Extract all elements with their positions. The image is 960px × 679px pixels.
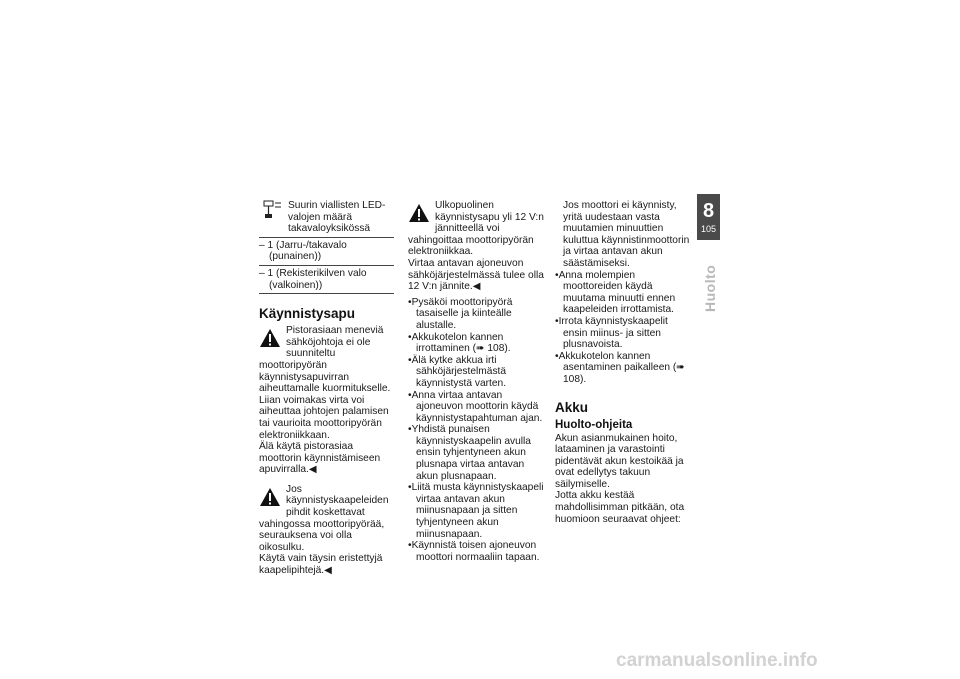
warning-text-2b: Käytä vain täysin eristettyjä kaapelipihtejä.◀ xyxy=(259,553,383,577)
column-2 xyxy=(408,200,546,563)
list-item: • Anna virtaa antavan ajoneuvon moottorin käydä käynnistystapahtuman ajan. xyxy=(408,390,546,425)
list-item: • Liitä musta käynnistyskaapeli virtaa antavan akun miinusnapaan ja sitten tyhjentyneen akun miinusnapaan. xyxy=(408,482,546,540)
list-item: • Yhdistä punaisen käynnistyskaapelin avulla ensin tyhjentyneen akun plusnapa virtaa antavan akun plusnapaan. xyxy=(408,424,546,482)
divider xyxy=(259,265,394,266)
list-item: • Käynnistä toisen ajoneuvon moottori normaaliin tapaan. xyxy=(408,540,546,563)
divider xyxy=(259,293,394,294)
page-number: 105 xyxy=(700,224,717,234)
battery-paragraph-1: Akun asianmukainen hoito, lataaminen ja varastointi pidentävät akun kestoikää ja ovat edellytys takuun säilymiselle. xyxy=(555,432,684,490)
led-row-2: – 1 (Rekisterikilven valo (valkoinen)) xyxy=(259,267,367,291)
warning-text-3b: Virtaa antavan ajoneuvon sähköjärjestelmässä tulee olla 12 V:n jännite.◀ xyxy=(408,257,544,293)
list-item: • Irrota käynnistyskaapelit ensin miinus- ja sitten plusnavoista. xyxy=(555,316,692,351)
warning-triangle-icon xyxy=(408,203,430,223)
led-tool-icon xyxy=(259,200,283,222)
section-heading-battery: Akku xyxy=(555,399,589,415)
finish-steps xyxy=(555,270,692,386)
warning-text-1b: Älä käytä pistorasiaa moottorin käynnistämiseen apuvirralla.◀ xyxy=(259,441,381,476)
list-item: • Pysäköi moottoripyörä tasaiselle ja kiinteälle alustalle. xyxy=(408,297,546,332)
retry-note: Jos moottori ei käynnisty, yritä uudestaan vasta muutamien minuuttien kuluttua käynnistinmoottorin ja virtaa antavan akun säästämiseksi. xyxy=(563,200,690,269)
column-1 xyxy=(259,200,394,577)
jump-start-steps xyxy=(408,297,546,564)
list-item: • Älä kytke akkua irti sähköjärjestelmästä käynnistystä varten. xyxy=(408,355,546,390)
watermark: carmanualsonline.info xyxy=(616,650,818,671)
chapter-number: 8 xyxy=(702,200,715,222)
list-item: • Akkukotelon kannen asentaminen paikalleen (➠ 108). xyxy=(555,351,692,386)
chapter-tab xyxy=(697,194,720,240)
warning-text-1: Pistorasiaan meneviä sähköjohtoja ei ole suunniteltu moottoripyörän käynnistysapuvirran aiheuttamalle kuormitukselle. Liian voimakas virta voi aiheuttaa johtojen palamisen tai vaurioita moottoripyörän elektroniikkaan. xyxy=(259,325,391,441)
list-item: • Anna molempien moottoreiden käydä muutama minuutti ennen kaapeleiden irrottamista. xyxy=(555,270,692,316)
led-note: Suurin viallisten LED-valojen määrä takavaloyksikössä xyxy=(288,200,386,235)
subheading-maintenance: Huolto-ohjeita xyxy=(555,418,633,431)
warning-text-3: Ulkopuolinen käynnistysapu yli 12 V:n jännitteellä voi vahingoittaa moottoripyörän elektroniikkaa. xyxy=(408,200,544,258)
list-item: • Akkukotelon kannen irrottaminen (➠ 108). xyxy=(408,332,546,355)
side-section-label: Huolto xyxy=(702,264,718,312)
warning-triangle-icon xyxy=(259,487,281,507)
warning-text-2: Jos käynnistyskaapeleiden pihdit koskettavat vahingossa moottoripyörää, seurauksena voi olla oikosulku. xyxy=(259,483,389,553)
section-heading-jump-start: Käynnistysapu xyxy=(259,306,356,322)
led-row-1: – 1 (Jarru-/takavalo (punainen)) xyxy=(259,239,347,263)
divider xyxy=(259,237,394,238)
warning-triangle-icon xyxy=(259,328,281,348)
battery-paragraph-2: Jotta akku kestää mahdollisimman pitkään, ota huomioon seuraavat ohjeet: xyxy=(555,490,685,525)
column-3 xyxy=(555,200,692,525)
